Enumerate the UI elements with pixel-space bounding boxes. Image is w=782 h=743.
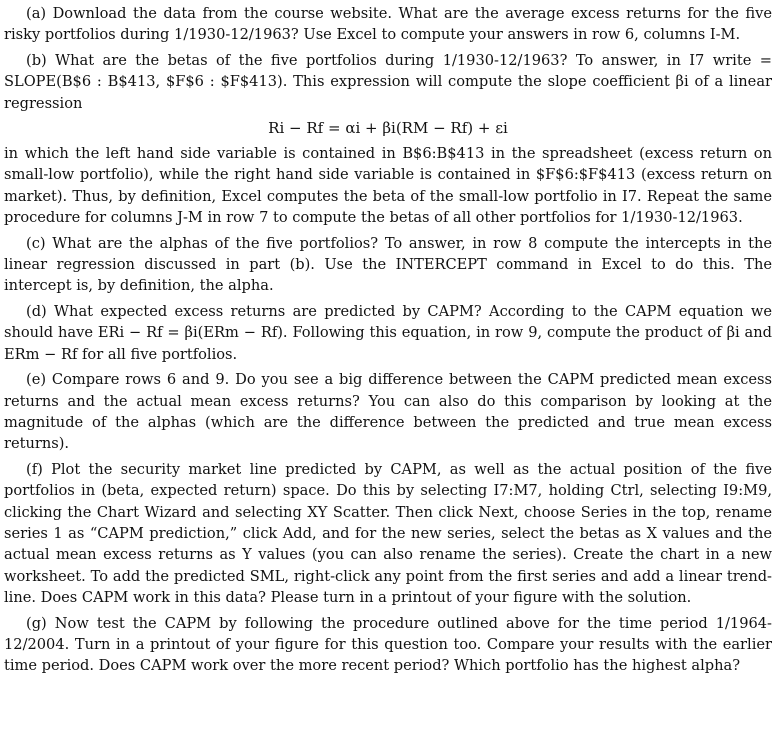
part-c: (c) What are the alphas of the five portfolios? To answer, in row 8 compute the intercepts in the linear regression discussed in part (b). Use the INTERCEPT command in Excel to do this. The intercept is, by definition, the alpha. xyxy=(4,234,772,295)
part-d: (d) What expected excess returns are predicted by CAPM? According to the CAPM equation we should have ERi − Rf = βi(ERm − Rf). Following this equation, in row 9, compute the product of βi and ERm − Rf for all five portfolios. xyxy=(4,302,772,363)
part-b-continued: in which the left hand side variable is contained in B$6:B$413 in the spreadsheet (excess return on small-low portfolio), while the right hand side variable is contained in $F$6:$F$413 (excess return on market). Thus, by definition, Excel computes the beta of the small-low portfolio in I7. Repeat the same procedure for columns J-M in row 7 to compute the betas of all other portfolios for 1/1930-12/1963. xyxy=(4,145,772,227)
part-g: (g) Now test the CAPM by following the procedure outlined above for the time period 1/1964-12/2004. Turn in a printout of your figure for this question too. Compare your results with the earlier time period. Does CAPM work over the more recent period? Which portfolio has the highest alpha? xyxy=(4,614,772,675)
regression-equation: Ri − Rf = αi + βi(RM − Rf) + εi xyxy=(268,119,508,138)
part-a: (a) Download the data from the course website. What are the average excess returns for the five risky portfolios during 1/1930-12/1963? Use Excel to compute your answers in row 6, columns I-M. xyxy=(4,5,772,44)
part-e: (e) Compare rows 6 and 9. Do you see a big difference between the CAPM predicted mean excess returns and the actual mean excess returns? You can also do this comparison by looking at the magnitude of the alphas (which are the difference between the predicted and true mean excess returns). xyxy=(4,371,772,453)
part-f: (f) Plot the security market line predicted by CAPM, as well as the actual position of the five portfolios in (beta, expected return) space. Do this by selecting I7:M7, holding Ctrl, selecting I9:M9, clicking the Chart Wizard and selecting XY Scatter. Then click Next, choose Series in the top, rename series 1 as “CAPM prediction,” click Add, and for the new series, select the betas as X values and the actual mean excess returns as Y values (you can also rename the series). Create the chart in a new worksheet. To add the predicted SML, right-click any point from the first series and add a linear trend-line. Does CAPM work in this data? Please turn in a printout of your figure with the solution. xyxy=(4,460,772,607)
part-b-intro: (b) What are the betas of the five portfolios during 1/1930-12/1963? To answer, in I7 write = SLOPE(B$6 : B$413, $F$6 : $F$413). This expression will compute the slope coefficient βi of a linear regression xyxy=(4,51,772,112)
